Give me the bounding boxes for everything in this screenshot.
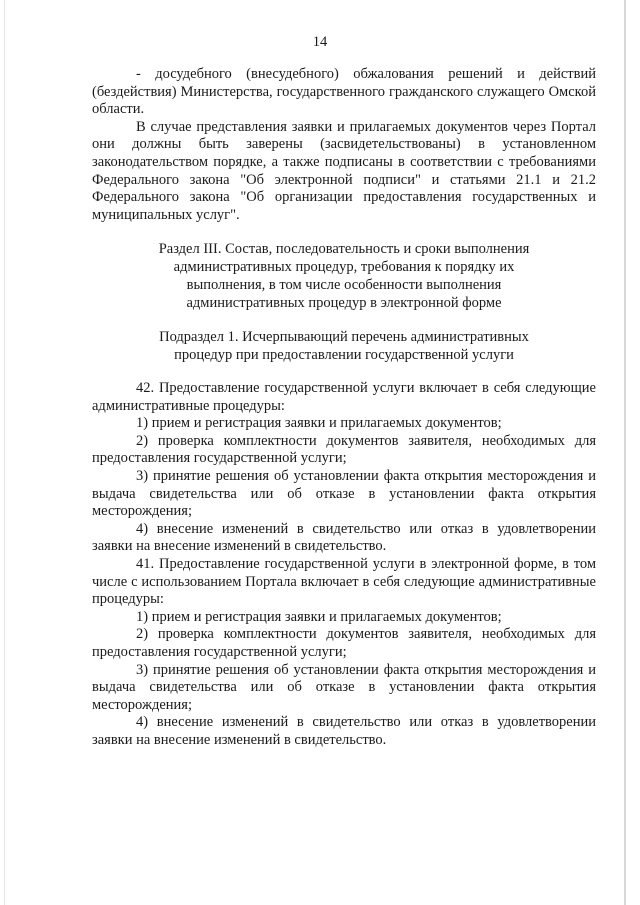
section-heading-line: Раздел III. Состав, последовательность и сроки выполнения	[158, 241, 530, 257]
section-heading	[92, 240, 596, 312]
list-item: 4) внесение изменений в свидетельство или отказ в удовлетворении заявки на внесение изменений в свидетельство.	[92, 520, 596, 555]
page-number: 14	[312, 34, 328, 50]
list-item: 3) принятие решения об установлении факта открытия месторождения и выдача свидетельства или об отказе в установлении факта открытия месторождения;	[92, 661, 596, 713]
scan-edge-left	[4, 0, 5, 905]
subsection-heading-line: Подраздел 1. Исчерпывающий перечень административных	[159, 329, 529, 345]
subsection-heading-line: процедур при предоставлении государственной услуги	[174, 347, 514, 363]
paragraph-appeal-item: - досудебного (внесудебного) обжалования решений и действий (бездействия) Министерства, государственного гражданского служащего Омской области.	[92, 66, 596, 118]
list-item: 2) проверка комплектности документов заявителя, необходимых для предоставления государственной услуги;	[92, 432, 596, 467]
intro-block	[92, 66, 596, 224]
section-heading-line: административных процедур в электронной форме	[186, 295, 502, 311]
list-item: 1) прием и регистрация заявки и прилагаемых документов;	[136, 415, 502, 432]
list-item: 4) внесение изменений в свидетельство или отказ в удовлетворении заявки на внесение изменений в свидетельство.	[92, 714, 596, 748]
subsection-heading	[92, 328, 596, 364]
procedures-block	[92, 380, 596, 749]
scan-edge-right	[624, 0, 626, 905]
paragraph-42: 42. Предоставление государственной услуги включает в себя следующие административные процедуры:	[92, 380, 596, 414]
list-item: 3) принятие решения об установлении факта открытия месторождения и выдача свидетельства или об отказе в установлении факта открытия месторождения;	[92, 467, 596, 520]
paragraph-41: 41. Предоставление государственной услуги в электронной форме, в том числе с использованием Портала включает в себя следующие административные процедуры:	[92, 555, 596, 608]
section-heading-line: выполнения, в том числе особенности выполнения	[186, 277, 502, 293]
list-item: 2) проверка комплектности документов заявителя, необходимых для предоставления государственной услуги;	[92, 626, 596, 660]
paragraph-portal-documents: В случае представления заявки и прилагаемых документов через Портал они должны быть заверены (засвидетельствованы) в установленном законодательством порядке, а также подписаны в соответствии с требованиями Федерального закона "Об электронной подписи" и статьями 21.1 и 21.2 Федерального закона "Об организации предоставления государственных и муниципальных услуг".	[92, 118, 596, 223]
list-item: 1) прием и регистрация заявки и прилагаемых документов;	[136, 608, 502, 625]
section-heading-line: административных процедур, требования к порядку их	[173, 259, 515, 275]
